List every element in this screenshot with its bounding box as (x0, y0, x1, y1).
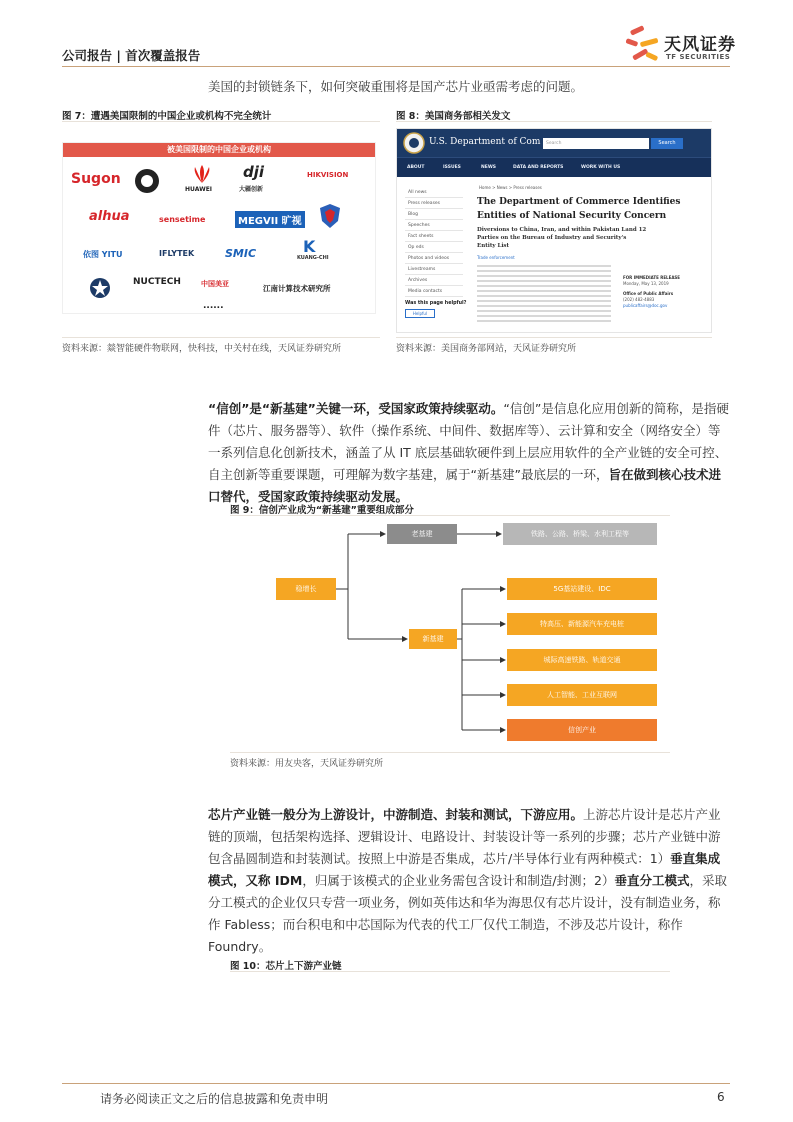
fig7-caption: 图 7：遭遇美国限制的中国企业或机构不完全统计 (62, 111, 272, 122)
press-subheading-line1: Diversions to China, Iran, and within Pakistan Land 12 (477, 227, 647, 233)
logo-megvii: MEGVII 旷视 (235, 211, 305, 228)
commerce-seal-icon (403, 132, 425, 154)
press-tag-link[interactable]: Trade enforcement (477, 255, 515, 260)
chain-body-2: ，归属于该模式的企业业务需包含设计和制造/封测；2） (302, 873, 615, 888)
logo-sensetime: sensetime (159, 215, 206, 224)
logo-hikvision: HIKVISION (307, 171, 349, 179)
logo-smic: SMIC (225, 247, 257, 260)
fig7-logo-panel (62, 142, 376, 314)
footer-disclaimer: 请务必阅读正文之后的信息披露和免责申明 (100, 1092, 329, 1106)
sidebar-speeches[interactable]: Speeches (405, 220, 463, 231)
press-heading-line1: The Department of Commerce Identifies (477, 197, 681, 207)
logo-iflytek: IFLYTEK (159, 249, 195, 258)
chain-body-1: 上游芯片设计是芯片产业链的顶端，包括架构选择、逻辑设计、电路设计、封装设计等一系列的步骤；芯片产业链中游包含晶圆制造和封装测试。按照上中游是否集成，芯片/半导体行业有两种模式：1） (208, 807, 721, 866)
sidebar-fact-sheets[interactable]: Fact sheets (405, 231, 463, 242)
intro-paragraph: 美国的封锁链条下，如何突破重围将是国产芯片业亟需考虑的问题。 (208, 79, 584, 94)
sidebar-all-news[interactable]: All news (405, 187, 463, 198)
star-emblem-icon (89, 277, 111, 299)
node-ai-iiot: 人工智能、工业互联网 (507, 684, 657, 706)
fig9-infrastructure-tree (230, 520, 670, 750)
sidebar-blog[interactable]: Blog (405, 209, 463, 220)
press-subheading-line3: Entity List (477, 243, 510, 249)
fig8-caption: 图 8：美国商务部相关发文 (396, 111, 511, 122)
sidebar-op-eds[interactable]: Op eds (405, 242, 463, 253)
commerce-breadcrumb[interactable]: Home > News > Press releases (479, 185, 542, 190)
fig8-source: 资料来源：美国商务部网站，天风证券研究所 (396, 344, 577, 354)
kuangchi-mark-icon: K (303, 237, 316, 256)
office-phone: (202) 482-4883 (623, 297, 655, 302)
tf-securities-logo (626, 24, 736, 66)
xinchuang-lead: “信创”是“新基建”关键一环，受国家政策持续驱动。 (208, 401, 504, 416)
sidebar-photos-videos[interactable]: Photos and videos (405, 253, 463, 264)
nav-news[interactable]: NEWS (481, 165, 497, 170)
fig7-source-band (62, 337, 380, 338)
press-heading-line2: Entities of National Security Concern (477, 211, 667, 221)
sidebar-press-releases[interactable]: Press releases (405, 198, 463, 209)
node-old-infra-items: 铁路、公路、桥梁、水利工程等 (503, 523, 657, 545)
commerce-sidebar (405, 187, 467, 318)
tf-logo-icon (626, 24, 662, 66)
logo-sugon: Sugon (71, 171, 121, 187)
nav-data-reports[interactable]: DATA AND REPORTS (513, 165, 564, 170)
logo-dahua: alhua (89, 209, 130, 224)
fig7-source: 资料来源：燚智能硬件物联网，快科技，中关村在线，天风证券研究所 (62, 344, 342, 354)
fig8-source-band (396, 337, 712, 338)
fig7-restricted-entities (62, 128, 390, 333)
node-intercity-rail: 城际高速铁路、轨道交通 (507, 649, 657, 671)
fig9-caption: 图 9：信创产业成为“新基建”重要组成部分 (230, 505, 414, 516)
logo-meiya: 中国美亚 (201, 280, 229, 288)
commerce-top-bar (397, 129, 711, 157)
fig10-caption: 图 10：芯片上下游产业链 (230, 961, 342, 972)
header-divider (62, 66, 730, 67)
commerce-search-button[interactable]: Search (651, 138, 683, 149)
xinchuang-paragraph (208, 398, 730, 508)
release-label: FOR IMMEDIATE RELEASE (623, 275, 681, 280)
nav-about[interactable]: ABOUT (407, 165, 425, 170)
xinchuang-body: “信创”是信息化应用创新的简称，是指硬件（芯片、服务器等）、软件（操作系统、中间件、数据库等）、云计算和安全（网络安全）等一系列信息化创新技术，涵盖了从 IT 底层基础软硬件到上层应用软件的全产业链的安全可控、自主创新等重要课题，可理解为数字基建，属于“新基建”最底层的一环， (208, 401, 729, 482)
node-5g-idc: 5G基站建设、IDC (507, 578, 657, 600)
sidebar-livestreams[interactable]: Livestreams (405, 264, 463, 275)
logo-dji-mark: dji (243, 163, 265, 181)
sidebar-archives[interactable]: Archives (405, 275, 463, 286)
press-body-lines (477, 265, 611, 325)
fig9-source-band (230, 752, 670, 753)
helpful-button[interactable]: Helpful (405, 309, 435, 318)
node-uhv-charging: 特高压、新能源汽车充电桩 (507, 613, 657, 635)
chain-idm: 垂直集成模式，又称 IDM (208, 851, 721, 888)
fig9-source: 资料来源：用友央客，天风证券研究所 (230, 759, 384, 769)
release-date: Monday, May 13, 2019 (623, 281, 669, 286)
xinchuang-conclusion: 旨在做到核心技术进口替代，受国家政策持续驱动发展。 (208, 467, 721, 504)
fig7-banner: 被美国限制的中国企业或机构 (63, 143, 375, 157)
commerce-site-title: U.S. Department of Com (429, 137, 541, 147)
shield-logo-icon (319, 203, 341, 229)
footer-divider (62, 1083, 730, 1084)
huawei-petals-icon (189, 163, 215, 185)
report-type-title: 公司报告 | 首次覆盖报告 (62, 48, 201, 63)
nav-work-with-us[interactable]: WORK WITH US (581, 165, 621, 170)
page-number: 6 (717, 1090, 725, 1104)
commerce-search-input[interactable]: Search (543, 138, 649, 149)
logo-more-ellipsis: ...... (203, 301, 224, 311)
nav-issues[interactable]: ISSUES (443, 165, 461, 170)
logo-emblem-icon (133, 167, 161, 195)
node-new-infrastructure: 新基建 (409, 629, 457, 649)
commerce-nav (397, 157, 711, 177)
logo-dji: 大疆创新 (239, 186, 264, 193)
logo-yitu: 依图 YITU (83, 250, 123, 259)
helpful-question: Was this page helpful? (405, 301, 467, 306)
node-old-infrastructure: 老基建 (387, 524, 457, 544)
logo-huawei: HUAWEI (185, 186, 213, 193)
logo-chinese-name: 天风证券 (664, 35, 736, 55)
chain-body-3: ，采取分工模式的企业仅只专营一项业务，例如英伟达和华为海思仅有芯片设计，没有制造业务，称作 Fabless；而台积电和中芯国际为代表的代工厂仅代工制造，不涉及芯片设计，称作 Foundry。 (208, 873, 728, 954)
logo-jiangnan-institute: 江南计算技术研究所 (263, 284, 331, 293)
logo-nuctech: NUCTECH (133, 277, 181, 287)
logo-english-name: TF SECURITIES (666, 53, 731, 61)
sidebar-media-contacts[interactable]: Media contacts (405, 286, 463, 297)
chip-chain-paragraph (208, 804, 730, 958)
fig8-commerce-screenshot (396, 128, 712, 333)
chain-lead: 芯片产业链一般分为上游设计，中游制造、封装和测试，下游应用。 (208, 807, 584, 822)
node-stable-growth: 稳增长 (276, 578, 336, 600)
chain-vertical-division: 垂直分工模式 (614, 873, 690, 888)
press-subheading-line2: Parties on the Bureau of Industry and Security's (477, 235, 627, 241)
office-label: Office of Public Affairs (623, 291, 674, 296)
logo-kuangchi: KUANG-CHI (297, 255, 329, 261)
office-email[interactable]: publicaffairs@doc.gov (623, 303, 668, 308)
node-xinchuang-industry: 信创产业 (507, 719, 657, 741)
